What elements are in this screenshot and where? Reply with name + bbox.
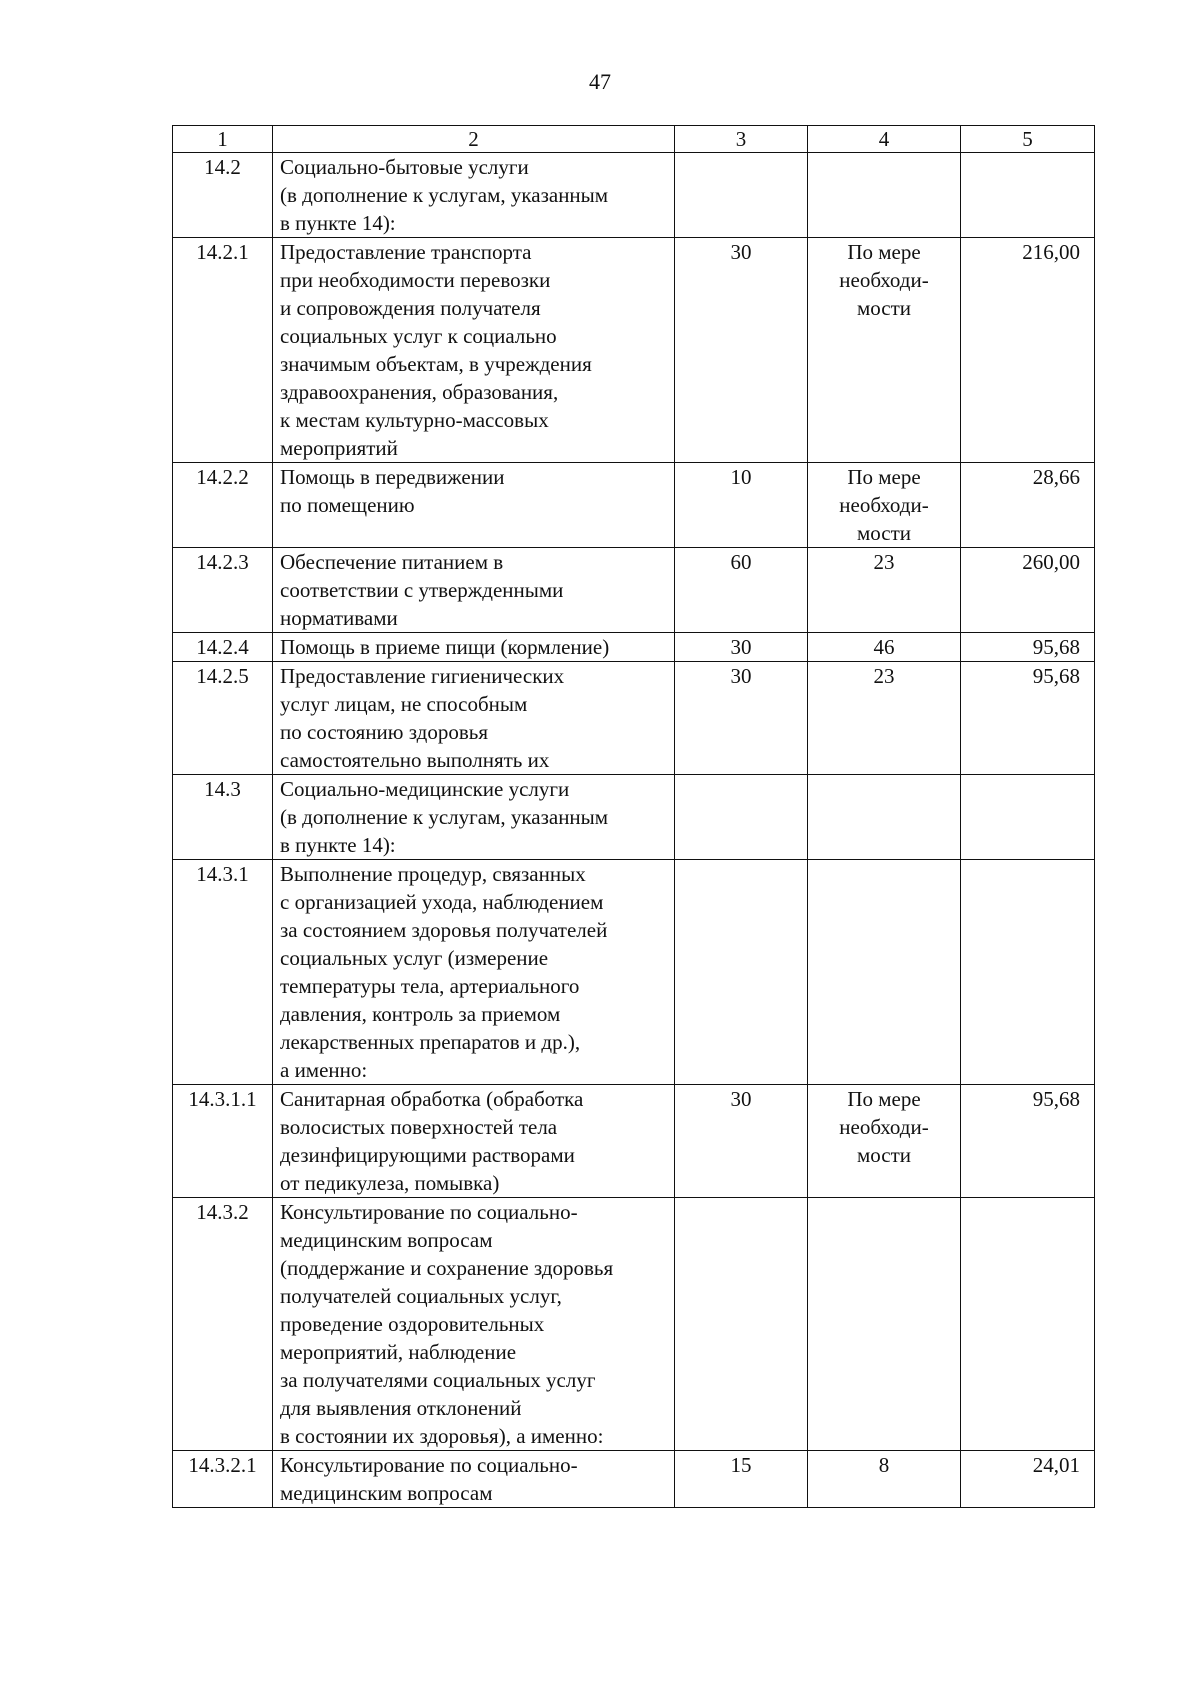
row-number-cell: 14.2.4 (173, 633, 273, 662)
table-row (173, 1451, 1095, 1508)
tariff-cell: 95,68 (961, 1085, 1095, 1198)
row-number-cell: 14.2.2 (173, 463, 273, 548)
service-name-cell: Помощь в приеме пищи (кормление) (273, 633, 675, 662)
time-norm-cell (675, 860, 808, 1085)
row-number-cell: 14.3.2 (173, 1198, 273, 1451)
frequency-cell: 23 (808, 548, 961, 633)
table-row (173, 238, 1095, 463)
frequency-cell (808, 775, 961, 860)
tariff-cell (961, 775, 1095, 860)
service-name-cell: Предоставление гигиенических услуг лицам, не способным по состоянию здоровья самостоятельно выполнять их (273, 662, 675, 775)
row-number-cell: 14.3 (173, 775, 273, 860)
frequency-cell: 46 (808, 633, 961, 662)
row-number-cell: 14.2.5 (173, 662, 273, 775)
table-header-row (173, 126, 1095, 153)
tariff-cell: 28,66 (961, 463, 1095, 548)
table-row (173, 1085, 1095, 1198)
tariff-cell: 95,68 (961, 633, 1095, 662)
service-name-cell: Предоставление транспорта при необходимости перевозки и сопровождения получателя социальных услуг к социально значимым объектам, в учреждения здравоохранения, образования, к местам культурно-массовых мероприятий (273, 238, 675, 463)
frequency-cell: 23 (808, 662, 961, 775)
table-row (173, 153, 1095, 238)
row-number-cell: 14.3.1 (173, 860, 273, 1085)
frequency-cell: 8 (808, 1451, 961, 1508)
tariff-cell: 216,00 (961, 238, 1095, 463)
table-row (173, 548, 1095, 633)
service-name-cell: Обеспечение питанием в соответствии с утвержденными нормативами (273, 548, 675, 633)
service-name-cell: Социально-бытовые услуги (в дополнение к услугам, указанным в пункте 14): (273, 153, 675, 238)
services-table (172, 125, 1095, 1508)
table-row (173, 662, 1095, 775)
time-norm-cell (675, 1198, 808, 1451)
time-norm-cell: 30 (675, 1085, 808, 1198)
time-norm-cell (675, 153, 808, 238)
header-cell-5: 5 (961, 126, 1095, 153)
frequency-cell (808, 153, 961, 238)
time-norm-cell: 30 (675, 633, 808, 662)
row-number-cell: 14.3.2.1 (173, 1451, 273, 1508)
time-norm-cell (675, 775, 808, 860)
header-cell-3: 3 (675, 126, 808, 153)
frequency-cell: По мере необходи- мости (808, 1085, 961, 1198)
service-name-cell: Консультирование по социально- медицинским вопросам (273, 1451, 675, 1508)
tariff-cell: 95,68 (961, 662, 1095, 775)
time-norm-cell: 30 (675, 238, 808, 463)
time-norm-cell: 10 (675, 463, 808, 548)
header-cell-1: 1 (173, 126, 273, 153)
frequency-cell: По мере необходи- мости (808, 238, 961, 463)
service-name-cell: Выполнение процедур, связанных с организацией ухода, наблюдением за состоянием здоровья получателей социальных услуг (измерение температуры тела, артериального давления, контроль за приемом лекарственных препаратов и др.), а именно: (273, 860, 675, 1085)
row-number-cell: 14.2.1 (173, 238, 273, 463)
tariff-cell (961, 1198, 1095, 1451)
service-name-cell: Помощь в передвижении по помещению (273, 463, 675, 548)
page-number: 47 (589, 69, 611, 94)
frequency-cell (808, 860, 961, 1085)
tariff-cell (961, 153, 1095, 238)
frequency-cell (808, 1198, 961, 1451)
time-norm-cell: 60 (675, 548, 808, 633)
tariff-cell: 260,00 (961, 548, 1095, 633)
service-name-cell: Социально-медицинские услуги (в дополнение к услугам, указанным в пункте 14): (273, 775, 675, 860)
time-norm-cell: 30 (675, 662, 808, 775)
service-name-cell: Консультирование по социально- медицинским вопросам (поддержание и сохранение здоровья получателей социальных услуг, проведение оздоровительных мероприятий, наблюдение за получателями социальных услуг для выявления отклонений в состоянии их здоровья), а именно: (273, 1198, 675, 1451)
table-row (173, 775, 1095, 860)
tariff-cell: 24,01 (961, 1451, 1095, 1508)
frequency-cell: По мере необходи- мости (808, 463, 961, 548)
time-norm-cell: 15 (675, 1451, 808, 1508)
row-number-cell: 14.2 (173, 153, 273, 238)
row-number-cell: 14.2.3 (173, 548, 273, 633)
table-row (173, 463, 1095, 548)
table-row (173, 1198, 1095, 1451)
header-cell-4: 4 (808, 126, 961, 153)
row-number-cell: 14.3.1.1 (173, 1085, 273, 1198)
tariff-cell (961, 860, 1095, 1085)
header-cell-2: 2 (273, 126, 675, 153)
service-name-cell: Санитарная обработка (обработка волосистых поверхностей тела дезинфицирующими растворами от педикулеза, помывка) (273, 1085, 675, 1198)
table-row (173, 633, 1095, 662)
table-row (173, 860, 1095, 1085)
